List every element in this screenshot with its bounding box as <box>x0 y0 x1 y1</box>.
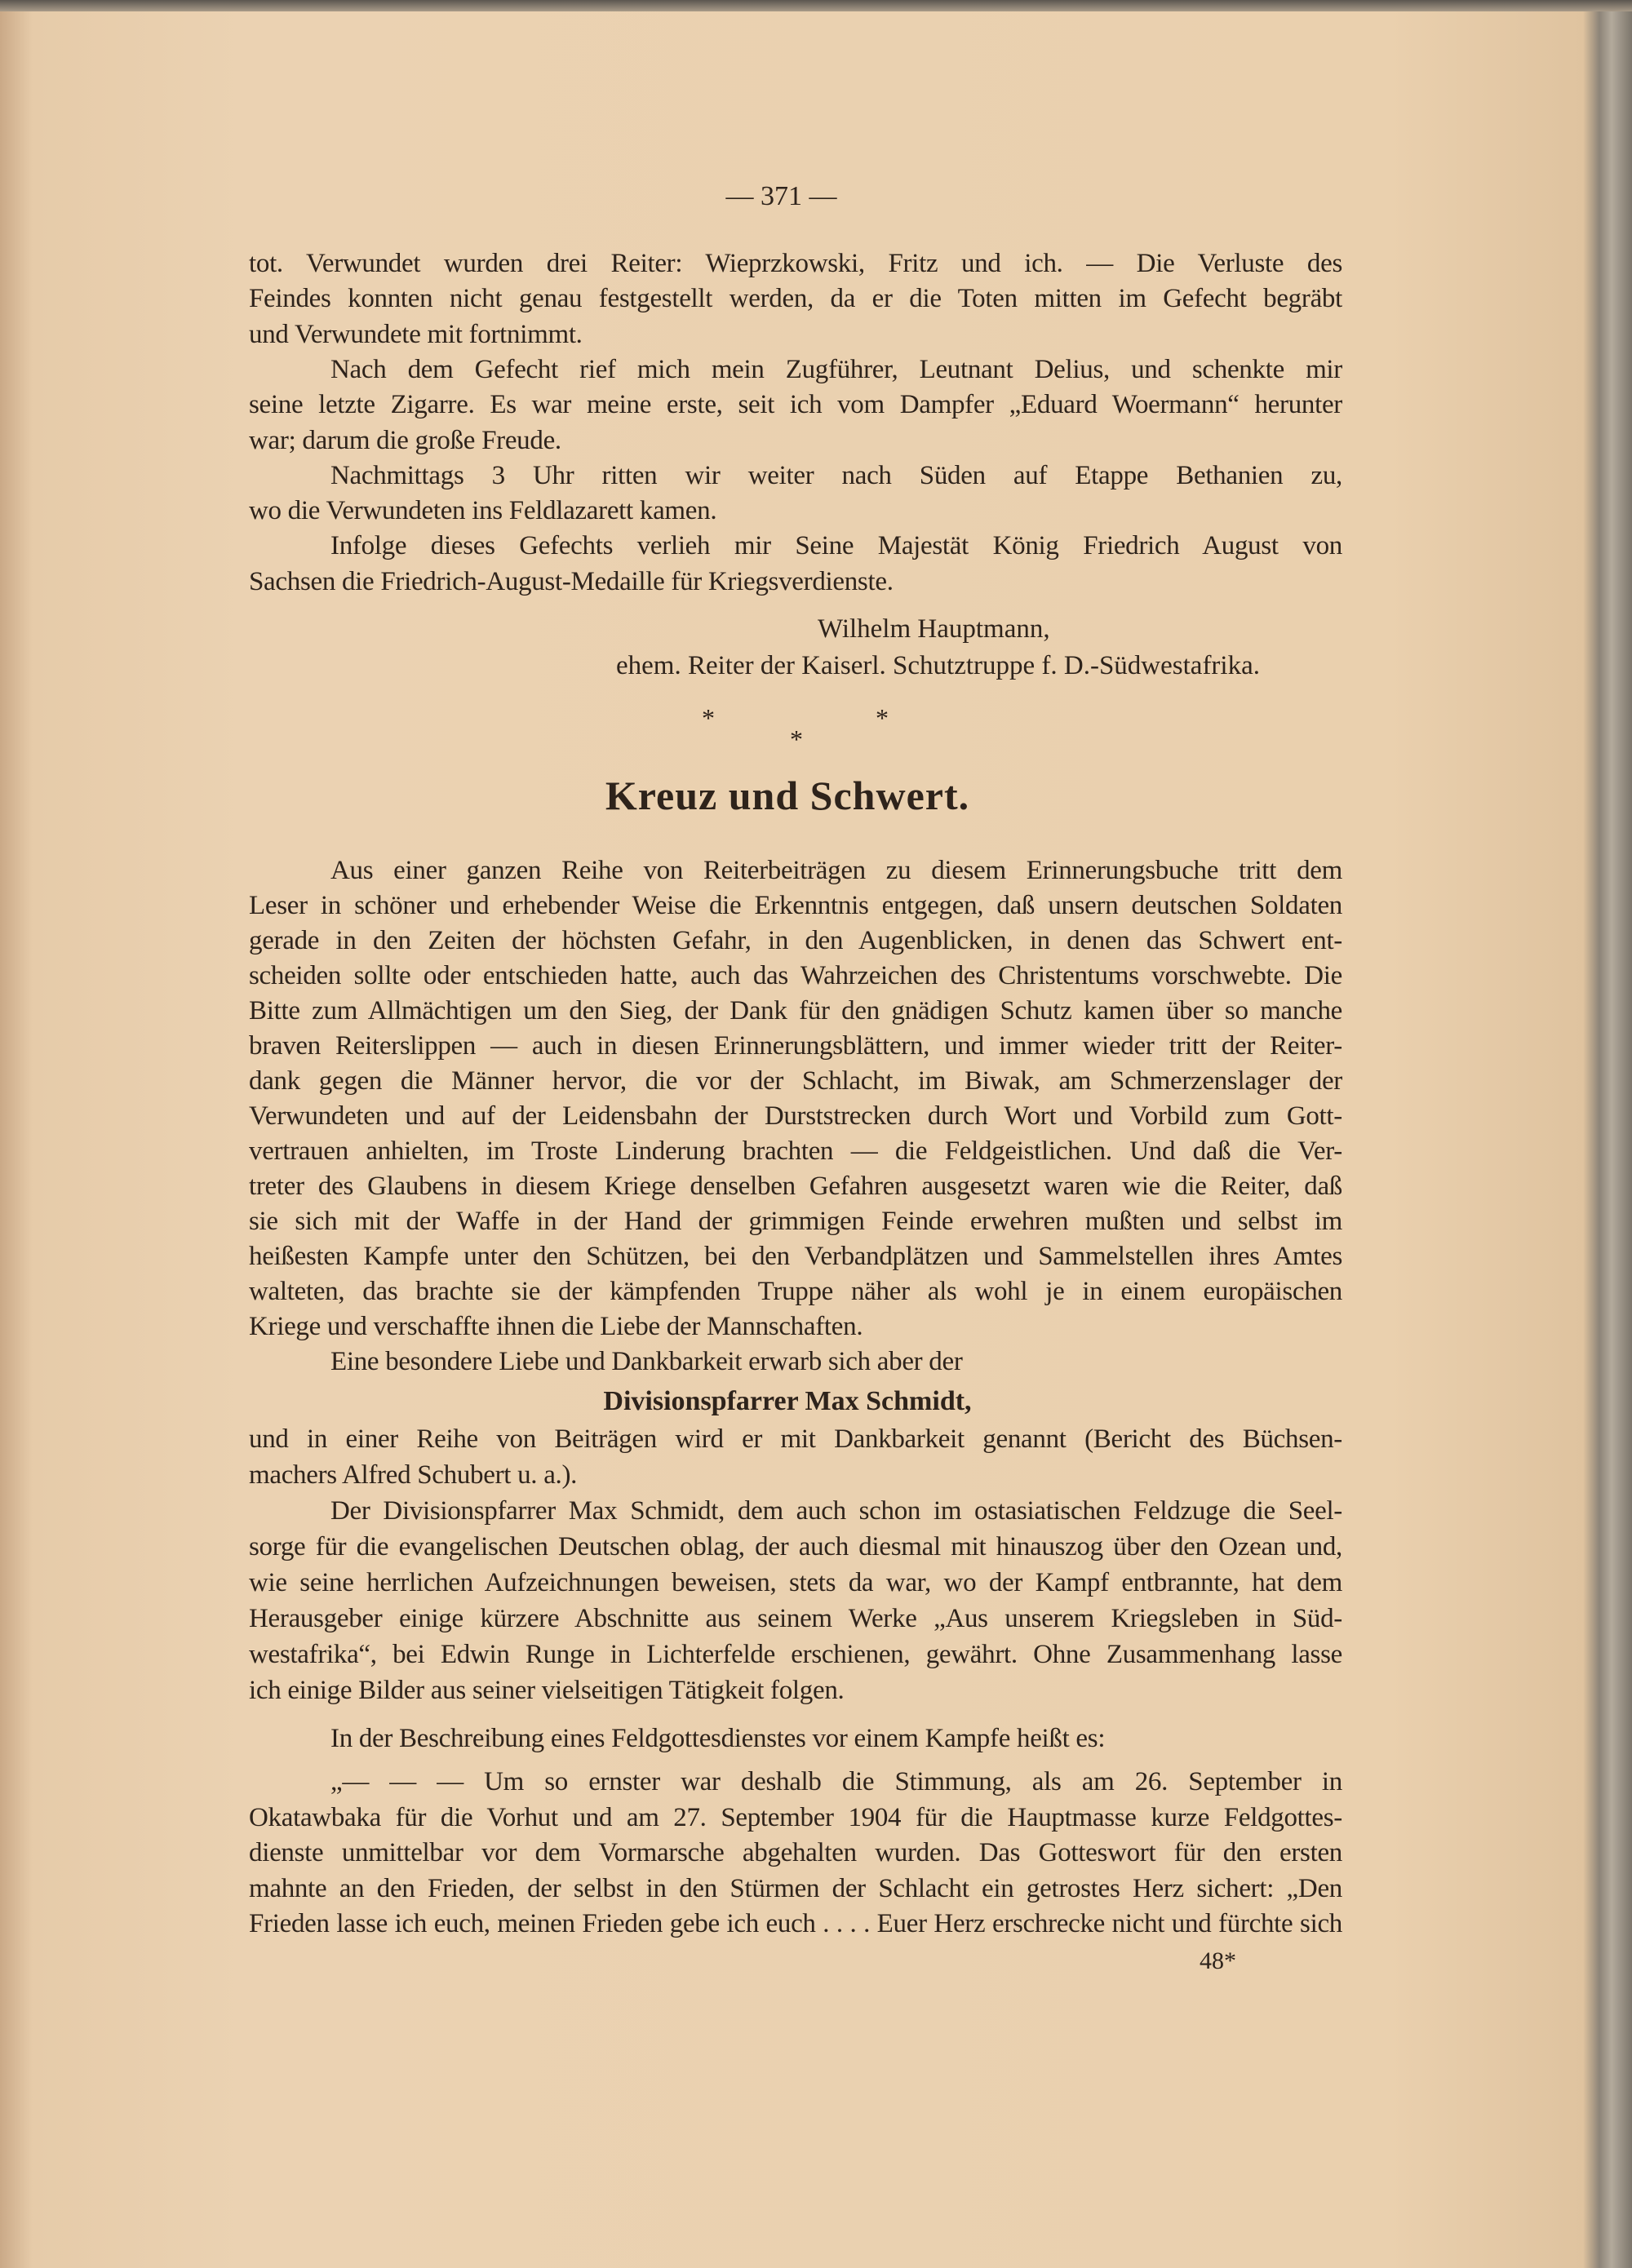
text-line: treter des Glaubens in diesem Kriege denselben Gefahren ausgesetzt waren wie die Reiter, daß <box>249 1172 1342 1201</box>
text-line: In der Beschreibung eines Feldgottesdienstes vor einem Kampfe heißt es: <box>330 1724 1106 1753</box>
signature-name: Wilhelm Hauptmann, <box>818 614 1050 644</box>
text-line: Herausgeber einige kürzere Abschnitte aus seinem Werke „Aus unserem Kriegsleben in Süd- <box>249 1604 1342 1633</box>
text-line: mahnte an den Frieden, der selbst in den Stürmen der Schlacht ein getrostes Herz sichert: „Den <box>249 1873 1342 1903</box>
signature-role: ehem. Reiter der Kaiserl. Schutztruppe f. D.-Südwestafrika. <box>616 651 1260 680</box>
text-line: sorge für die evangelischen Deutschen oblag, der auch diesmal mit hinauszog über den Ozean und, <box>249 1532 1342 1561</box>
text-line: machers Alfred Schubert u. a.). <box>249 1460 578 1490</box>
separator-star: * <box>702 703 715 733</box>
text-line: walteten, das brachte sie der kämpfenden Truppe näher als wohl je in einem europäischen <box>249 1277 1342 1306</box>
text-line: tot. Verwundet wurden drei Reiter: Wieprzkowski, Fritz und ich. — Die Verluste des <box>249 249 1342 278</box>
text-line: heißesten Kampfe unter den Schützen, bei den Verbandplätzen und Sammelstellen ihres Amtes <box>249 1242 1342 1271</box>
text-line: Sachsen die Friedrich-August-Medaille für Kriegsverdienste. <box>249 566 894 596</box>
text-line: war; darum die große Freude. <box>249 425 561 455</box>
text-line: Okatawbaka für die Vorhut und am 27. September 1904 für die Hauptmasse kurze Feldgottes- <box>249 1802 1342 1832</box>
separator-star: * <box>790 724 803 754</box>
text-line: ich einige Bilder aus seiner vielseitigen Tätigkeit folgen. <box>249 1676 845 1705</box>
chapter-title: Kreuz und Schwert. <box>605 773 970 818</box>
text-line: Infolge dieses Gefechts verlieh mir Seine Majestät König Friedrich August von <box>330 531 1342 561</box>
text-line: seine letzte Zigarre. Es war meine erste, seit ich vom Dampfer „Eduard Woermann“ herunter <box>249 390 1342 420</box>
text-line: und Verwundete mit fortnimmt. <box>249 319 583 349</box>
text-line: wo die Verwundeten ins Feldlazarett kamen. <box>249 496 717 526</box>
text-line: Leser in schöner und erhebender Weise die Erkenntnis entgegen, daß unsern deutschen Soldaten <box>249 891 1342 920</box>
text-line: Frieden lasse ich euch, meinen Frieden gebe ich euch . . . . Euer Herz erschrecke nicht und fürchte sich <box>249 1909 1342 1938</box>
text-line: Nachmittags 3 Uhr ritten wir weiter nach Süden auf Etappe Bethanien zu, <box>330 460 1342 490</box>
text-line: „— — — Um so ernster war deshalb die Stimmung, als am 26. September in <box>330 1767 1342 1796</box>
text-line: braven Reiterslippen — auch in diesen Erinnerungsblättern, und immer wieder tritt der Reiter- <box>249 1031 1342 1061</box>
text-line: dienste unmittelbar vor dem Vormarsche abgehalten wurden. Das Gotteswort für den ersten <box>249 1838 1342 1867</box>
text-line: wie seine herrlichen Aufzeichnungen beweisen, stets da war, wo der Kampf entbrannte, hat dem <box>249 1568 1342 1597</box>
text-line: gerade in den Zeiten der höchsten Gefahr, in den Augenblicken, in denen das Schwert ent- <box>249 926 1342 955</box>
text-line: sie sich mit der Waffe in der Hand der grimmigen Feinde erwehren mußten und selbst im <box>249 1207 1342 1236</box>
text-line: Eine besondere Liebe und Dankbarkeit erwarb sich aber der <box>330 1347 963 1376</box>
page-number: — 371 — <box>725 181 837 211</box>
text-line: dank gegen die Männer hervor, die vor der Schlacht, im Biwak, am Schmerzenslager der <box>249 1066 1342 1096</box>
text-line: vertrauen anhielten, im Troste Linderung brachten — die Feldgeistlichen. Und daß die Ver- <box>249 1136 1342 1166</box>
text-line: Der Divisionspfarrer Max Schmidt, dem auch schon im ostasiatischen Feldzuge die Seel- <box>330 1496 1342 1526</box>
signature-mark: 48* <box>1200 1947 1236 1974</box>
separator-star: * <box>876 703 889 733</box>
text-line: Aus einer ganzen Reihe von Reiterbeiträgen zu diesem Erinnerungsbuche tritt dem <box>330 856 1342 885</box>
text-line: westafrika“, bei Edwin Runge in Lichterfelde erschienen, gewährt. Ohne Zusammenhang lasse <box>249 1640 1342 1669</box>
text-line: Feindes konnten nicht genau festgestellt werden, da er die Toten mitten im Gefecht begräbt <box>249 284 1342 314</box>
text-line: und in einer Reihe von Beiträgen wird er mit Dankbarkeit genannt (Bericht des Büchsen- <box>249 1424 1342 1454</box>
text-line: Kriege und verschaffte ihnen die Liebe der Mannschaften. <box>249 1312 863 1341</box>
text-line: scheiden sollte oder entschieden hatte, auch das Wahrzeichen des Christentums vorschwebte. Die <box>249 961 1342 990</box>
scan-top-border <box>0 0 1632 11</box>
subheading: Divisionspfarrer Max Schmidt, <box>603 1386 972 1416</box>
text-line: Verwundeten und auf der Leidensbahn der Durststrecken durch Wort und Vorbild zum Gott- <box>249 1101 1342 1131</box>
text-line: Nach dem Gefecht rief mich mein Zugführer, Leutnant Delius, und schenkte mir <box>330 354 1342 384</box>
text-line: Bitte zum Allmächtigen um den Sieg, der Dank für den gnädigen Schutz kamen über so manche <box>249 996 1342 1025</box>
